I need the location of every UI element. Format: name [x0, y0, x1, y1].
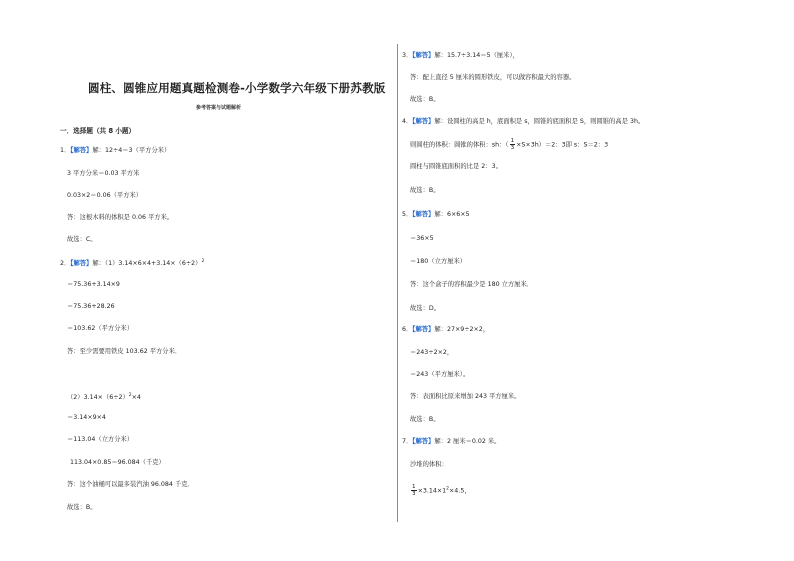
- section-heading: 一．选择题（共 8 小题）: [60, 127, 136, 135]
- q2-line-3: ＝75.36+28.26: [67, 303, 115, 310]
- q4-line-1: 4．【解答】解：设圆柱的高是 h，底面积是 s，圆锥的底面积是 S，则圆锥的高是 3h。: [402, 118, 645, 125]
- answer-tag: 【解答】: [412, 211, 435, 218]
- q4-line-3: 圆柱与圆锥底面积的比是 2：3。: [410, 163, 502, 170]
- q1-line-2: 3 平方分米＝0.03 平方米: [67, 170, 140, 177]
- q7-line-2: 沙堆的体积：: [410, 461, 448, 468]
- fraction-one-third: $\frac{1}{3}$: [412, 484, 416, 497]
- q1-line-3: 0.03×2＝0.06（平方米）: [67, 192, 143, 199]
- q2-line-2: ＝75.36+3.14×9: [67, 281, 120, 288]
- answer-tag: 【解答】: [70, 147, 93, 154]
- answer-tag: 【解答】: [412, 326, 435, 333]
- q1-line-4: 答：这根木料的体积是 0.06 平方米。: [67, 214, 174, 221]
- q2-line-1: 2．【解答】解：$(1)3.14\times 6\times 4+3.14\times(6\div 2)^2$: [60, 259, 205, 268]
- q2-line-9: 113.04×0.85＝96.084（千克）: [70, 459, 165, 466]
- answer-tag: 【解答】: [412, 118, 435, 125]
- q6-line-5: 故选：B。: [410, 416, 440, 423]
- q5-line-4: 答：这个盒子的容积最少是 180 立方厘米．: [410, 281, 534, 288]
- q5-line-3: ＝180（立方厘米）: [410, 258, 467, 265]
- q1-line-1: 1．【解答】解：12÷4＝3（平方分米）: [60, 147, 171, 154]
- page-title: 圆柱、圆锥应用题真题检测卷-小学数学六年级下册苏教版: [88, 81, 386, 95]
- q6-line-1: 6．【解答】解：27×9÷2×2，: [402, 326, 490, 333]
- q3-line-1: 3．【解答】解：15.7÷3.14＝5（厘米），: [402, 52, 519, 59]
- answer-tag: 【解答】: [412, 438, 435, 445]
- q4-line-4: 故选：B。: [410, 187, 440, 194]
- q6-line-4: 答：表面积比原来增加 243 平方厘米。: [410, 393, 521, 400]
- answer-tag: 【解答】: [412, 52, 435, 59]
- q3-line-2: 答：配上直径 5 厘米的圆形铁皮，可以做容积最大的容器。: [410, 74, 576, 81]
- column-divider: [397, 44, 398, 522]
- q3-line-3: 故选：B。: [410, 96, 440, 103]
- q4-line-2: 则圆柱的体积：圆锥的体积：sh：（ $\frac{1}{3}$ ×S×3h）＝2：3即 s：S＝2：3: [410, 138, 609, 151]
- q5-line-5: 故选：D。: [410, 305, 441, 312]
- q5-line-2: ＝36×5: [410, 235, 434, 242]
- q1-line-5: 故选：C。: [67, 236, 97, 243]
- q2-line-5: 答：至少需要用铁皮 103.62 平方分米．: [67, 348, 182, 355]
- q5-line-1: 5．【解答】解：6×6×5: [402, 211, 470, 218]
- q2-line-6: $(2)3.14\times(6\div 2)^2\times 4$: [67, 393, 141, 402]
- q2-line-7: ＝3.14×9×4: [67, 414, 106, 421]
- q6-line-2: ＝243÷2×2，: [410, 349, 454, 356]
- q2-line-10: 答：这个油桶可以最多装汽油 96.084 千克．: [67, 481, 194, 488]
- fraction-one-third: $\frac{1}{3}$: [510, 138, 515, 151]
- page-subtitle: 参考答案与试题解析: [196, 105, 242, 111]
- q7-line-1: 7．【解答】解：2 厘米＝0.02 米。: [402, 438, 501, 445]
- q2-line-4: ＝103.62（平方分米）: [67, 325, 134, 332]
- q2-line-11: 故选：B。: [67, 504, 97, 511]
- q7-line-3: $\frac{1}{3}$ $\times 3.14\times 1^2\times 4.5$，: [412, 484, 471, 497]
- q6-line-3: ＝243（平方厘米）。: [410, 371, 470, 378]
- answer-tag: 【解答】: [70, 260, 93, 268]
- q2-line-8: ＝113.04（立方分米）: [67, 436, 134, 443]
